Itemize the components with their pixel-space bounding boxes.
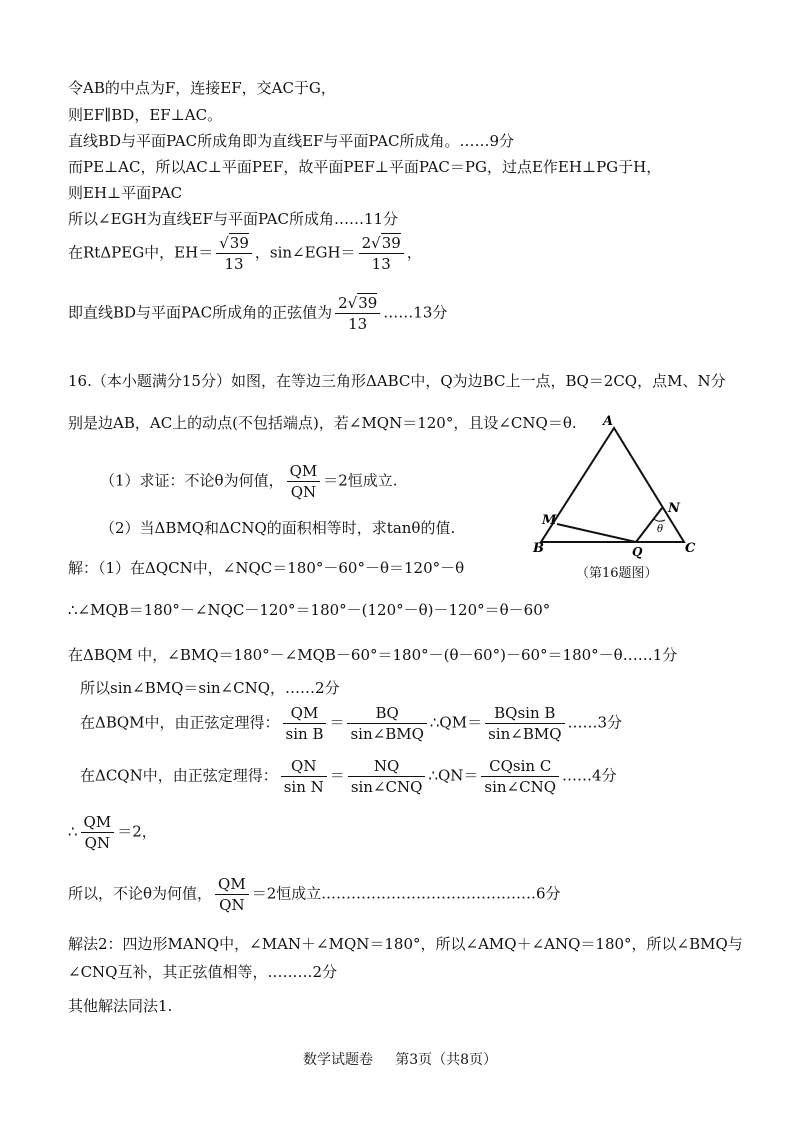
point-label-q: Q [632,545,643,559]
denominator: QN [219,896,245,914]
denominator: QN [84,834,111,852]
line-perpendicular-plane: 而PE⊥AC，所以AC⊥平面PEF，故平面PEF⊥平面PAC＝PG，过点E作EH⊥PG于H， [68,158,662,176]
line-midpoint-f: 令AB的中点为F，连接EF，交AC于G， [68,79,336,97]
page-footer [0,1051,800,1069]
solution-step-1: 解：（1）在ΔQCN中，∠NQC＝180°－60°－θ＝120°－θ [68,559,465,577]
question-2: （2）当ΔBMQ和ΔCNQ的面积相等时，求tanθ的值. [100,519,456,537]
text-segment: ∴QM＝ [429,713,483,732]
alt-solution-line-1: 解法2：四边形MANQ中，∠MAN＋∠MQN＝180°，所以∠AMQ＋∠ANQ＝180°，所以∠BMQ与 [68,935,743,953]
text-segment: ……3分 [567,713,623,732]
numerator: BQ [347,704,426,724]
alt-solution-line-2: ∠CNQ互补，其正弦值相等，………2分 [68,963,338,981]
numerator: QM [283,704,327,724]
solution-step-3: 在ΔBQM 中，∠BMQ＝180°－∠MQB－60°＝180°－(θ－60°)－60°＝180°－θ……1分 [68,646,678,664]
numerator: CQsin C [481,757,559,777]
text-segment: 即直线BD与平面PAC所成角的正弦值为 [68,303,333,322]
sqrt-value: 39 [381,234,401,252]
segment-mq [557,524,636,542]
sqrt-value: 39 [229,234,249,252]
numerator: QM [81,813,115,833]
solution-step-2: ∴∠MQB＝180°－∠NQC－120°＝180°－(120°－θ)－120°＝θ－60° [68,601,551,619]
text-segment: ， [406,243,422,262]
fraction-eh: $\frac{√39}{13}$ [216,234,252,273]
numerator: NQ [348,757,426,777]
fraction-sin-egh: $\frac{2√39}{13}$ [359,234,404,273]
text-segment: ……13分 [383,303,448,322]
equals-sign: ＝ [329,713,345,732]
text-segment: ，sin∠EGH＝ [254,243,356,262]
equals-sign: ＝ [329,766,345,785]
text-segment: ＝2， [117,822,157,841]
angle-arc-theta [654,519,665,521]
text-segment: ＝2恒成立. [323,471,398,490]
solution-step-4: 所以sin∠BMQ＝sin∠CNQ，……2分 [80,679,340,697]
denominator: sin∠BMQ [350,725,424,743]
text-segment: 在ΔBQM中，由正弦定理得： [80,713,280,732]
numerator: QM [215,875,249,895]
numerator: QN [281,757,327,777]
text-segment: 所以，不论θ为何值， [68,884,213,903]
text-segment: ∴QN＝ [428,766,479,785]
problem-16-statement: 16.（本小题满分15分）如图，在等边三角形ΔABC中，Q为边BC上一点，BQ＝2CQ，点M、N分 [68,372,726,390]
other-methods-note: 其他解法同法1. [68,997,173,1015]
text-segment: ……4分 [562,766,617,785]
numerator: QM [287,462,321,482]
angle-label-theta: θ [657,524,664,535]
fraction-denominator: 13 [371,255,391,273]
numerator-coef: 2 [361,234,372,252]
denominator: sin∠CNQ [484,778,557,796]
fraction-denominator: 13 [224,255,244,273]
problem-16-statement-cont: 别是边AB，AC上的动点(不包括端点)，若∠MQN＝120°，且设∠CNQ＝θ. [68,414,577,432]
line-angle-egh: 所以∠EGH为直线EF与平面PAC所成角……11分 [68,210,399,228]
fraction-denominator: 13 [348,315,368,333]
vertex-label-c: C [685,541,696,556]
text-segment: ＝2恒成立.……………………………………6分 [251,884,561,903]
text-segment: （1）求证：不论θ为何值， [100,471,284,490]
point-label-m: M [542,513,557,528]
text-segment: 在RtΔPEG中，EH＝ [68,243,214,262]
footer-title: 数学试题卷 [302,1052,373,1068]
numerator: BQsin B [485,704,564,724]
point-label-n: N [668,501,680,516]
line-parallel: 则EF∥BD，EF⊥AC。 [68,106,223,124]
denominator: sin B [285,725,324,743]
line-angle-equivalence: 直线BD与平面PAC所成角即为直线EF与平面PAC所成角。……9分 [68,132,515,150]
page-number: 第3页（共8页） [395,1052,498,1068]
denominator: sin N [283,778,324,796]
denominator: QN [290,483,317,501]
denominator: sin∠CNQ [350,778,423,796]
sqrt-value: 39 [358,294,378,312]
denominator: sin∠BMQ [488,725,562,743]
figure-caption: （第16题图） [576,566,658,581]
numerator-coef: 2 [338,294,348,312]
therefore-sign: ∴ [68,822,78,841]
fraction-sine: $\frac{2√39}{13}$ [335,294,380,333]
vertex-label-b: B [533,541,544,556]
vertex-label-a: A [603,414,614,429]
text-segment: 在ΔCQN中，由正弦定理得： [80,766,278,785]
line-eh-perp: 则EH⊥平面PAC [68,184,183,202]
